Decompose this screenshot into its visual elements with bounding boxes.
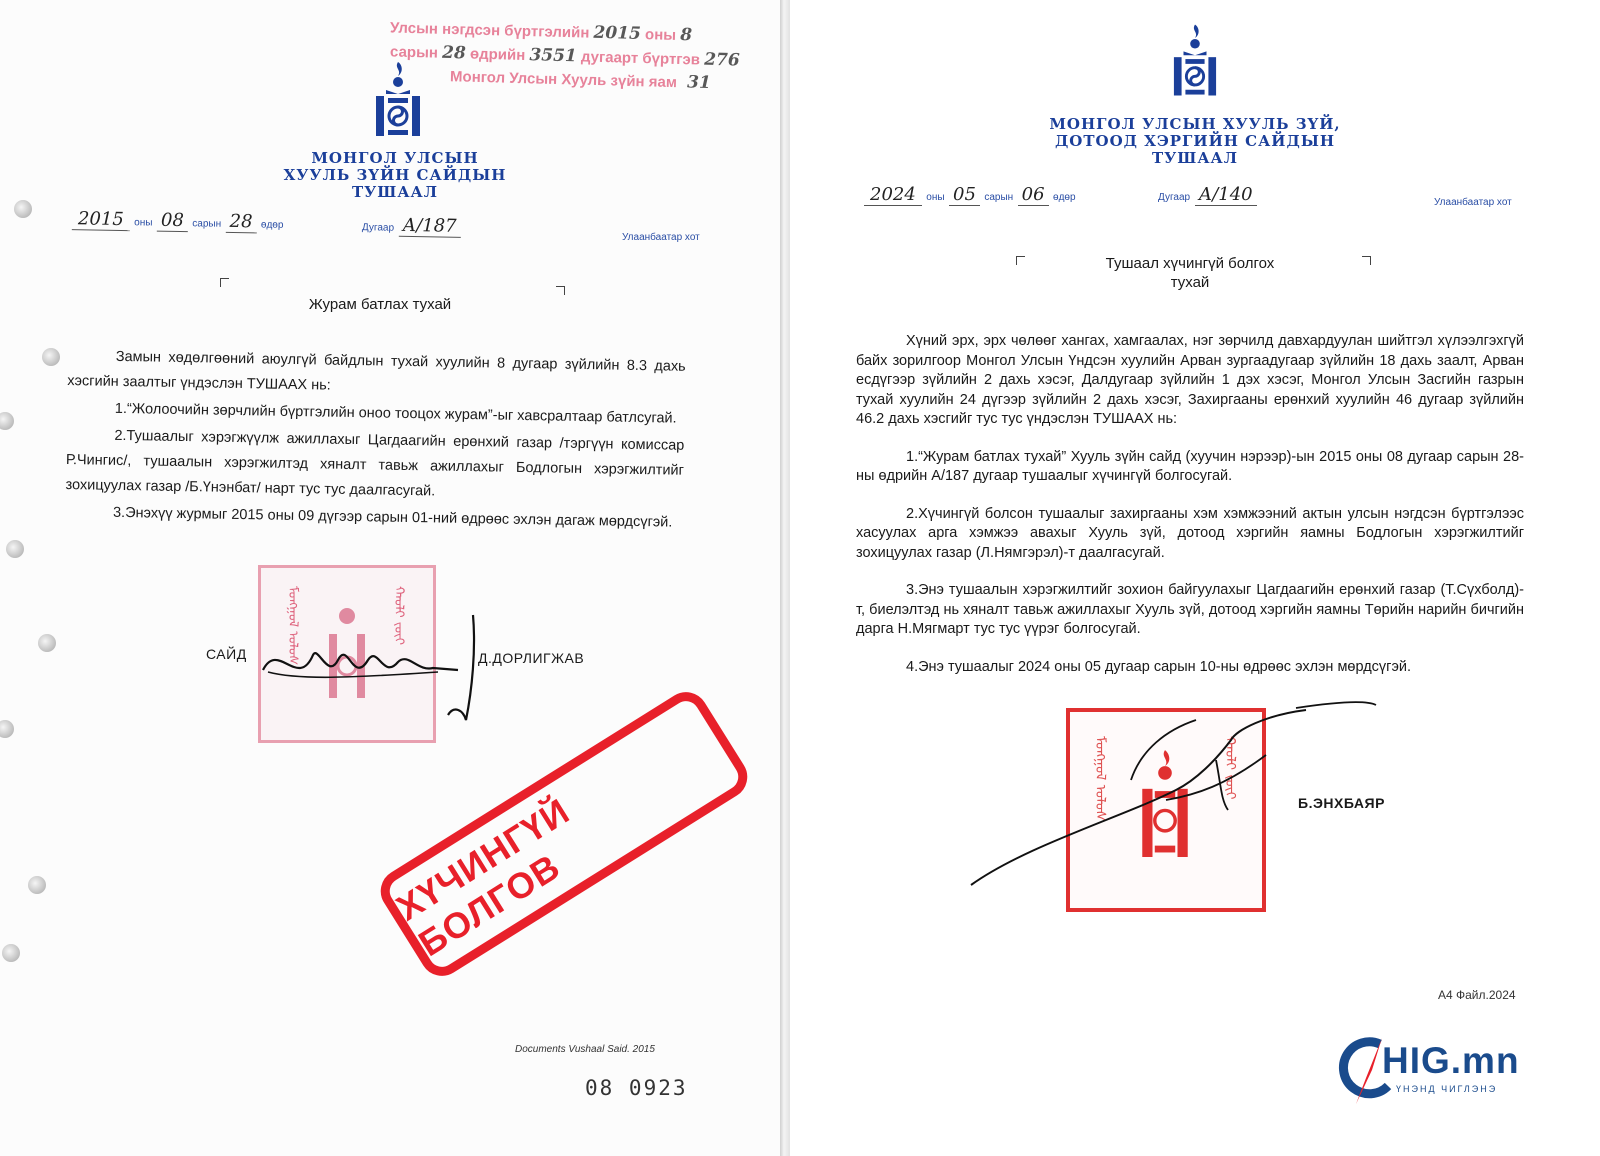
- binder-hole: [0, 720, 14, 738]
- order-date: 2015 оны 08 сарын 28 өдөр: [72, 208, 284, 233]
- handwritten-signature: [258, 610, 488, 730]
- paragraph: Замын хөдөлгөөний аюулгүй байдлын тухай хуулийн 8 дугаар зүйлийн 8.3 дахь хэсгийн заалтыг үндэслэн ТУШААХ нь:: [67, 348, 686, 394]
- binder-hole: [28, 876, 46, 894]
- soyombo-emblem-icon: [1172, 20, 1218, 102]
- document-title: Тушаал хүчингүй болгох тухай: [1105, 255, 1275, 291]
- corner-mark: [1362, 256, 1371, 265]
- paragraph: 2.Хүчингүй болсон тушаалыг захиргааны хэм хэмжээний актын улсын нэгдсэн бүртгэлээс хасуулах арга хэмжээ авахыг Хууль зүй, дотоод хэргийн яамны Бодлогын хэрэгжилтийг зохицуулах газар (Л.Нямгэрэл)-т даалгасугай.: [856, 505, 1524, 561]
- binder-hole: [38, 634, 56, 652]
- footer-note: Documents Vushaal Said. 2015: [515, 1044, 655, 1055]
- serial-number: 08 0923: [585, 1076, 688, 1100]
- binder-hole: [2, 944, 20, 962]
- signer-name: Б.ЭНХБАЯР: [1298, 795, 1385, 811]
- official-seal: ᠮᠣᠩᠭᠣᠯ ᠤᠯᠤᠰ ᠬᠠᠤᠯᠢ ᠵᠦᠢ: [258, 565, 436, 743]
- corner-mark: [556, 286, 565, 295]
- brand-tagline: ҮНЭНД ЧИГЛЭНЭ: [1396, 1084, 1498, 1094]
- signer-name: Д.ДОРЛИГЖАВ: [478, 650, 585, 666]
- paragraph: 2.Тушаалыг хэрэгжүүлж ажиллахыг Цагдаагийн ерөнхий газар /тэргүүн комиссар Р.Чингис/, тушаалын хэрэгжилтэд хяналт тавьж ажиллахыг Бодлогын хэрэгжилтийг зохицуулах газар /Б.Үнэнбат/ нарт тус тус даалгасугай.: [65, 427, 685, 500]
- ministry-heading: МОНГОЛ УЛСЫН ХУУЛЬ ЗҮЙ, ДОТООД ХЭРГИЙН САЙДЫН ТУШААЛ: [1049, 115, 1341, 167]
- order-date: 2024 оны 05 сарын 06 өдөр: [864, 184, 1076, 205]
- registration-stamp: Улсын нэгдсэн бүртгэлийн 2015 оны 8 сарын 28 өдрийн 3551 дугаарт бүртгэв 276 Монгол Улсын Хууль зүйн яам 31: [389, 19, 740, 94]
- brand-name: HIG.mn: [1382, 1040, 1520, 1081]
- city: Улаанбаатар хот: [1434, 197, 1512, 208]
- document-title: Журам батлах тухай: [308, 296, 452, 313]
- signature-title: САЙД: [206, 646, 247, 662]
- left-document: [0, 0, 780, 1156]
- footer-note: А4 Файл.2024: [1438, 988, 1516, 1002]
- ministry-heading: МОНГОЛ УЛСЫН ХУУЛЬ ЗҮЙН САЙДЫН ТУШААЛ: [283, 149, 507, 201]
- paragraph: 3.Энэхүү журмыг 2015 оны 09 дүгээр сарын 01-ний өдрөөс эхлэн дагаж мөрдсүгэй.: [112, 504, 673, 531]
- paragraph: 4.Энэ тушаалыг 2024 оны 05 дугаар сарын 10-ны өдрөөс эхлэн мөрдсүгэй.: [906, 658, 1412, 675]
- page-divider: [780, 0, 790, 1156]
- brand-logo: [1336, 1034, 1546, 1108]
- corner-mark: [1016, 256, 1025, 265]
- paragraph: 1.“Журам батлах тухай” Хууль зүйн сайд (хуучин нэрээр)-ын 2015 оны 08 дугаар сарын 28-ны өдрийн А/187 дугаар тушаалыг хүчингүй болгосугай.: [856, 448, 1524, 484]
- paragraph: 1.“Жолоочийн зөрчлийн бүртгэлийн оноо тооцох журам”-ыг хавсралтаар батлсугай.: [114, 400, 677, 427]
- void-stamp: ХҮЧИНГҮЙ БОЛГОВ: [372, 684, 755, 984]
- paragraph: 3.Энэ тушаалын хэрэгжилтийг зохион байгуулахыг Цагдаагийн ерөнхий газар (Т.Сүхболд)-т, биелэлтэд нь хяналт тавьж ажиллахыг Хууль зүй, дотоод хэргийн яамны Төрийн нарийн бичгийн дарга Н.Мягмарт тус тус үүрэг болгосугай.: [856, 582, 1524, 637]
- soyombo-emblem-icon: [374, 60, 422, 140]
- binder-hole: [0, 412, 14, 430]
- binder-hole: [6, 540, 24, 558]
- city: Улаанбаатар хот: [622, 232, 700, 243]
- paragraph: Хүний эрх, эрх чөлөөг хангах, хамгаалах, нэг зөрчилд давхардуулан шийтгэл хүлээлгэхгүй байх зорилгоор Монгол Улсын Үндсэн хуулийн Арван зургаадугаар зүйлийн 18 дахь заалт, Арван есдүгээр зүйлийн 2 дахь хэсэг, Далдугаар зүйлийн 1 дэх хэсэг, Монгол Улсын Засгийн газрын тухай хуулийн 24 дүгээр зүйлийн 2 дахь хэсэг, Захиргааны ерөнхий хуулийн 46 дугаар зүйлийн 46.2 дахь хэсгийг тус тус үндэслэн ТУШААХ нь:: [856, 333, 1524, 427]
- binder-hole: [42, 348, 60, 366]
- binder-hole: [14, 200, 32, 218]
- official-seal: ᠮᠣᠩᠭᠣᠯ ᠤᠯᠤᠰ ᠬᠠᠤᠯᠢ ᠵᠦᠢ: [1066, 708, 1266, 912]
- order-number: Дугаар А/140: [1158, 184, 1257, 205]
- document-body: [65, 344, 686, 536]
- right-document: [790, 0, 1600, 1156]
- order-number: Дугаар А/187: [362, 214, 461, 237]
- corner-mark: [220, 278, 229, 287]
- document-body: [856, 332, 1524, 695]
